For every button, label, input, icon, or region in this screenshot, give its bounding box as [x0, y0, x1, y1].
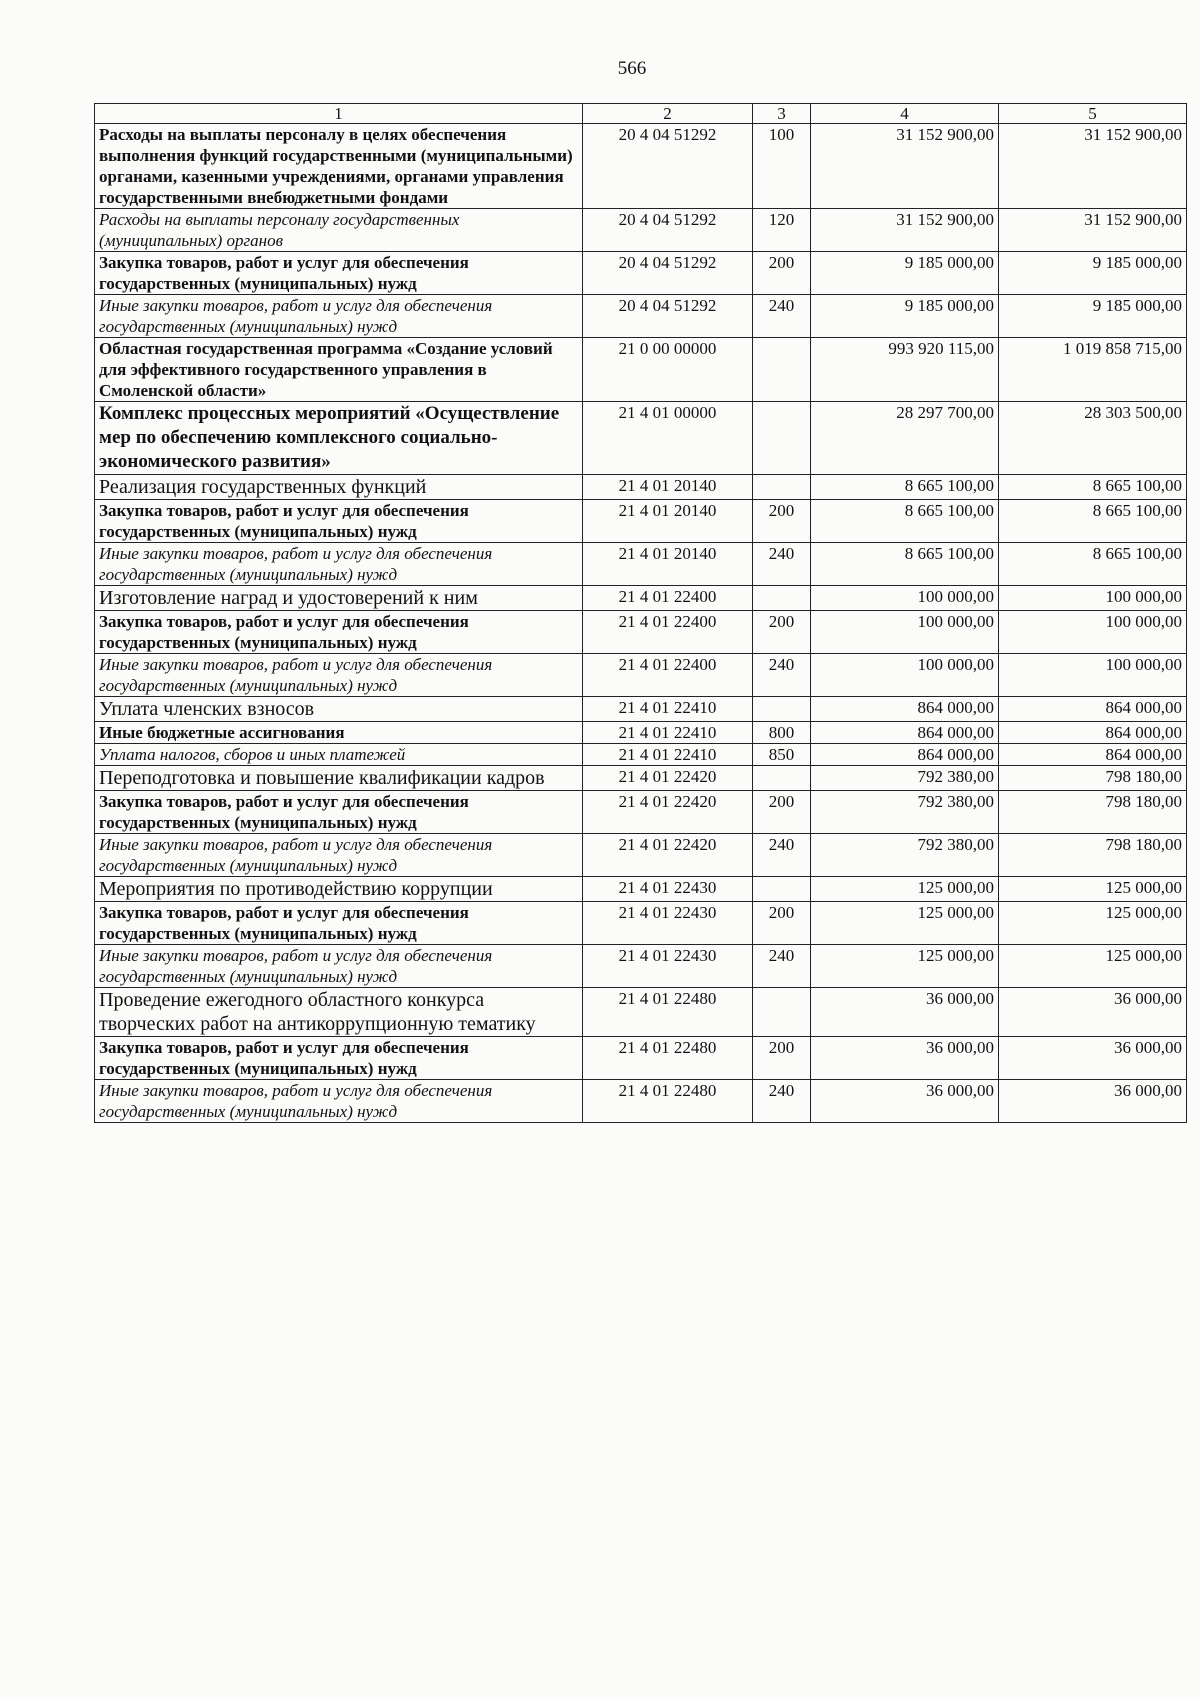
- row-name-cell: Иные закупки товаров, работ и услуг для обеспечения государственных (муниципальных) нужд: [95, 945, 583, 988]
- table-row: [95, 945, 1187, 988]
- header-col-5: 5: [999, 104, 1187, 124]
- row-code-cell: 21 4 01 20140: [583, 500, 753, 543]
- row-sum-year1-cell: 28 297 700,00: [811, 402, 999, 475]
- row-sum-year1-cell: 36 000,00: [811, 1037, 999, 1080]
- row-sum-year1-cell: 100 000,00: [811, 586, 999, 611]
- row-name-cell: Проведение ежегодного областного конкурса творческих работ на антикоррупционную тематику: [95, 988, 583, 1037]
- table-row: [95, 654, 1187, 697]
- table-row: [95, 1080, 1187, 1123]
- row-name-cell: Иные закупки товаров, работ и услуг для обеспечения государственных (муниципальных) нужд: [95, 834, 583, 877]
- row-name-cell: Мероприятия по противодействию коррупции: [95, 877, 583, 902]
- row-name-cell: Областная государственная программа «Создание условий для эффективного государственного управления в Смоленской области»: [95, 338, 583, 402]
- row-code-cell: 21 4 01 22400: [583, 586, 753, 611]
- row-sum-year2-cell: 9 185 000,00: [999, 295, 1187, 338]
- row-type-cell: [753, 877, 811, 902]
- row-type-cell: 200: [753, 611, 811, 654]
- row-sum-year2-cell: 36 000,00: [999, 1080, 1187, 1123]
- header-col-3: 3: [753, 104, 811, 124]
- row-type-cell: [753, 475, 811, 500]
- row-code-cell: 21 4 01 22430: [583, 945, 753, 988]
- row-code-cell: 20 4 04 51292: [583, 124, 753, 209]
- row-type-cell: [753, 988, 811, 1037]
- table-row: [95, 209, 1187, 252]
- table-header-row: [95, 104, 1187, 124]
- table-row: [95, 543, 1187, 586]
- row-type-cell: 120: [753, 209, 811, 252]
- row-type-cell: 240: [753, 945, 811, 988]
- row-sum-year2-cell: 798 180,00: [999, 791, 1187, 834]
- row-sum-year2-cell: 36 000,00: [999, 1037, 1187, 1080]
- row-code-cell: 20 4 04 51292: [583, 209, 753, 252]
- row-sum-year1-cell: 9 185 000,00: [811, 295, 999, 338]
- header-col-2: 2: [583, 104, 753, 124]
- row-name-cell: Расходы на выплаты персоналу государственных (муниципальных) органов: [95, 209, 583, 252]
- row-sum-year1-cell: 125 000,00: [811, 902, 999, 945]
- table-row: [95, 834, 1187, 877]
- row-name-cell: Закупка товаров, работ и услуг для обеспечения государственных (муниципальных) нужд: [95, 252, 583, 295]
- row-name-cell: Расходы на выплаты персоналу в целях обеспечения выполнения функций государственными (муниципальными) органами, казенными учреждениями, органами управления государственными внебюджетными фондами: [95, 124, 583, 209]
- row-sum-year2-cell: 798 180,00: [999, 766, 1187, 791]
- row-type-cell: 240: [753, 654, 811, 697]
- row-sum-year2-cell: 28 303 500,00: [999, 402, 1187, 475]
- row-code-cell: 20 4 04 51292: [583, 295, 753, 338]
- row-name-cell: Иные закупки товаров, работ и услуг для обеспечения государственных (муниципальных) нужд: [95, 295, 583, 338]
- row-sum-year1-cell: 125 000,00: [811, 877, 999, 902]
- header-col-4: 4: [811, 104, 999, 124]
- row-sum-year2-cell: 8 665 100,00: [999, 475, 1187, 500]
- table-row: [95, 744, 1187, 766]
- table-row: [95, 402, 1187, 475]
- row-sum-year1-cell: 792 380,00: [811, 791, 999, 834]
- page-number: 566: [617, 58, 647, 79]
- row-sum-year2-cell: 125 000,00: [999, 945, 1187, 988]
- row-name-cell: Закупка товаров, работ и услуг для обеспечения государственных (муниципальных) нужд: [95, 500, 583, 543]
- row-sum-year2-cell: 125 000,00: [999, 877, 1187, 902]
- row-sum-year2-cell: 31 152 900,00: [999, 124, 1187, 209]
- header-col-1: 1: [95, 104, 583, 124]
- row-code-cell: 21 4 01 22480: [583, 1080, 753, 1123]
- row-name-cell: Иные бюджетные ассигнования: [95, 722, 583, 744]
- row-code-cell: 21 4 01 20140: [583, 475, 753, 500]
- row-sum-year2-cell: 798 180,00: [999, 834, 1187, 877]
- row-sum-year1-cell: 36 000,00: [811, 988, 999, 1037]
- row-sum-year2-cell: 8 665 100,00: [999, 500, 1187, 543]
- row-sum-year1-cell: 792 380,00: [811, 766, 999, 791]
- row-sum-year2-cell: 864 000,00: [999, 744, 1187, 766]
- row-name-cell: Уплата налогов, сборов и иных платежей: [95, 744, 583, 766]
- row-type-cell: 240: [753, 543, 811, 586]
- row-sum-year2-cell: 100 000,00: [999, 654, 1187, 697]
- row-sum-year1-cell: 864 000,00: [811, 697, 999, 722]
- row-name-cell: Закупка товаров, работ и услуг для обеспечения государственных (муниципальных) нужд: [95, 611, 583, 654]
- row-code-cell: 21 4 01 22480: [583, 1037, 753, 1080]
- row-type-cell: 240: [753, 834, 811, 877]
- row-name-cell: Иные закупки товаров, работ и услуг для обеспечения государственных (муниципальных) нужд: [95, 654, 583, 697]
- row-type-cell: [753, 766, 811, 791]
- row-sum-year2-cell: 36 000,00: [999, 988, 1187, 1037]
- row-code-cell: 21 4 01 22420: [583, 834, 753, 877]
- table-row: [95, 124, 1187, 209]
- row-code-cell: 21 4 01 22410: [583, 722, 753, 744]
- row-sum-year2-cell: 9 185 000,00: [999, 252, 1187, 295]
- row-sum-year1-cell: 8 665 100,00: [811, 475, 999, 500]
- row-sum-year2-cell: 864 000,00: [999, 722, 1187, 744]
- row-sum-year1-cell: 125 000,00: [811, 945, 999, 988]
- row-type-cell: 850: [753, 744, 811, 766]
- row-code-cell: 21 4 01 22400: [583, 654, 753, 697]
- budget-table: [94, 103, 1187, 1123]
- row-type-cell: 200: [753, 902, 811, 945]
- row-sum-year2-cell: 31 152 900,00: [999, 209, 1187, 252]
- table-row: [95, 902, 1187, 945]
- table-row: [95, 338, 1187, 402]
- row-code-cell: 21 4 01 22410: [583, 744, 753, 766]
- row-code-cell: 21 4 01 22480: [583, 988, 753, 1037]
- table-row: [95, 295, 1187, 338]
- row-name-cell: Закупка товаров, работ и услуг для обеспечения государственных (муниципальных) нужд: [95, 902, 583, 945]
- row-code-cell: 21 4 01 22430: [583, 877, 753, 902]
- table-row: [95, 586, 1187, 611]
- row-code-cell: 20 4 04 51292: [583, 252, 753, 295]
- row-name-cell: Реализация государственных функций: [95, 475, 583, 500]
- table-row: [95, 697, 1187, 722]
- row-type-cell: 100: [753, 124, 811, 209]
- table-row: [95, 791, 1187, 834]
- row-sum-year1-cell: 8 665 100,00: [811, 543, 999, 586]
- row-sum-year2-cell: 864 000,00: [999, 697, 1187, 722]
- row-sum-year1-cell: 993 920 115,00: [811, 338, 999, 402]
- row-code-cell: 21 4 01 22410: [583, 697, 753, 722]
- row-sum-year1-cell: 9 185 000,00: [811, 252, 999, 295]
- table-row: [95, 766, 1187, 791]
- row-type-cell: [753, 586, 811, 611]
- row-name-cell: Иные закупки товаров, работ и услуг для обеспечения государственных (муниципальных) нужд: [95, 543, 583, 586]
- table-row: [95, 722, 1187, 744]
- row-code-cell: 21 4 01 20140: [583, 543, 753, 586]
- row-sum-year1-cell: 8 665 100,00: [811, 500, 999, 543]
- table-row: [95, 988, 1187, 1037]
- row-type-cell: 240: [753, 295, 811, 338]
- row-sum-year1-cell: 864 000,00: [811, 744, 999, 766]
- row-code-cell: 21 4 01 00000: [583, 402, 753, 475]
- row-name-cell: Уплата членских взносов: [95, 697, 583, 722]
- row-code-cell: 21 4 01 22420: [583, 791, 753, 834]
- row-name-cell: Закупка товаров, работ и услуг для обеспечения государственных (муниципальных) нужд: [95, 1037, 583, 1080]
- row-code-cell: 21 4 01 22420: [583, 766, 753, 791]
- table-row: [95, 252, 1187, 295]
- row-sum-year1-cell: 100 000,00: [811, 654, 999, 697]
- row-type-cell: 200: [753, 1037, 811, 1080]
- row-code-cell: 21 4 01 22430: [583, 902, 753, 945]
- row-type-cell: 200: [753, 252, 811, 295]
- table-row: [95, 877, 1187, 902]
- row-code-cell: 21 0 00 00000: [583, 338, 753, 402]
- row-type-cell: 800: [753, 722, 811, 744]
- row-name-cell: Закупка товаров, работ и услуг для обеспечения государственных (муниципальных) нужд: [95, 791, 583, 834]
- row-sum-year2-cell: 1 019 858 715,00: [999, 338, 1187, 402]
- row-type-cell: 200: [753, 791, 811, 834]
- table-row: [95, 475, 1187, 500]
- row-name-cell: Иные закупки товаров, работ и услуг для обеспечения государственных (муниципальных) нужд: [95, 1080, 583, 1123]
- row-sum-year1-cell: 36 000,00: [811, 1080, 999, 1123]
- row-sum-year1-cell: 100 000,00: [811, 611, 999, 654]
- row-sum-year1-cell: 31 152 900,00: [811, 124, 999, 209]
- row-sum-year1-cell: 864 000,00: [811, 722, 999, 744]
- row-name-cell: Переподготовка и повышение квалификации кадров: [95, 766, 583, 791]
- table-row: [95, 1037, 1187, 1080]
- row-sum-year2-cell: 100 000,00: [999, 586, 1187, 611]
- row-type-cell: [753, 402, 811, 475]
- row-name-cell: Комплекс процессных мероприятий «Осуществление мер по обеспечению комплексного социально-экономического развития»: [95, 402, 583, 475]
- row-type-cell: 200: [753, 500, 811, 543]
- table-row: [95, 500, 1187, 543]
- row-sum-year2-cell: 125 000,00: [999, 902, 1187, 945]
- row-sum-year1-cell: 792 380,00: [811, 834, 999, 877]
- row-type-cell: 240: [753, 1080, 811, 1123]
- row-type-cell: [753, 338, 811, 402]
- row-type-cell: [753, 697, 811, 722]
- table-row: [95, 611, 1187, 654]
- row-sum-year2-cell: 8 665 100,00: [999, 543, 1187, 586]
- row-sum-year2-cell: 100 000,00: [999, 611, 1187, 654]
- row-name-cell: Изготовление наград и удостоверений к ним: [95, 586, 583, 611]
- row-sum-year1-cell: 31 152 900,00: [811, 209, 999, 252]
- row-code-cell: 21 4 01 22400: [583, 611, 753, 654]
